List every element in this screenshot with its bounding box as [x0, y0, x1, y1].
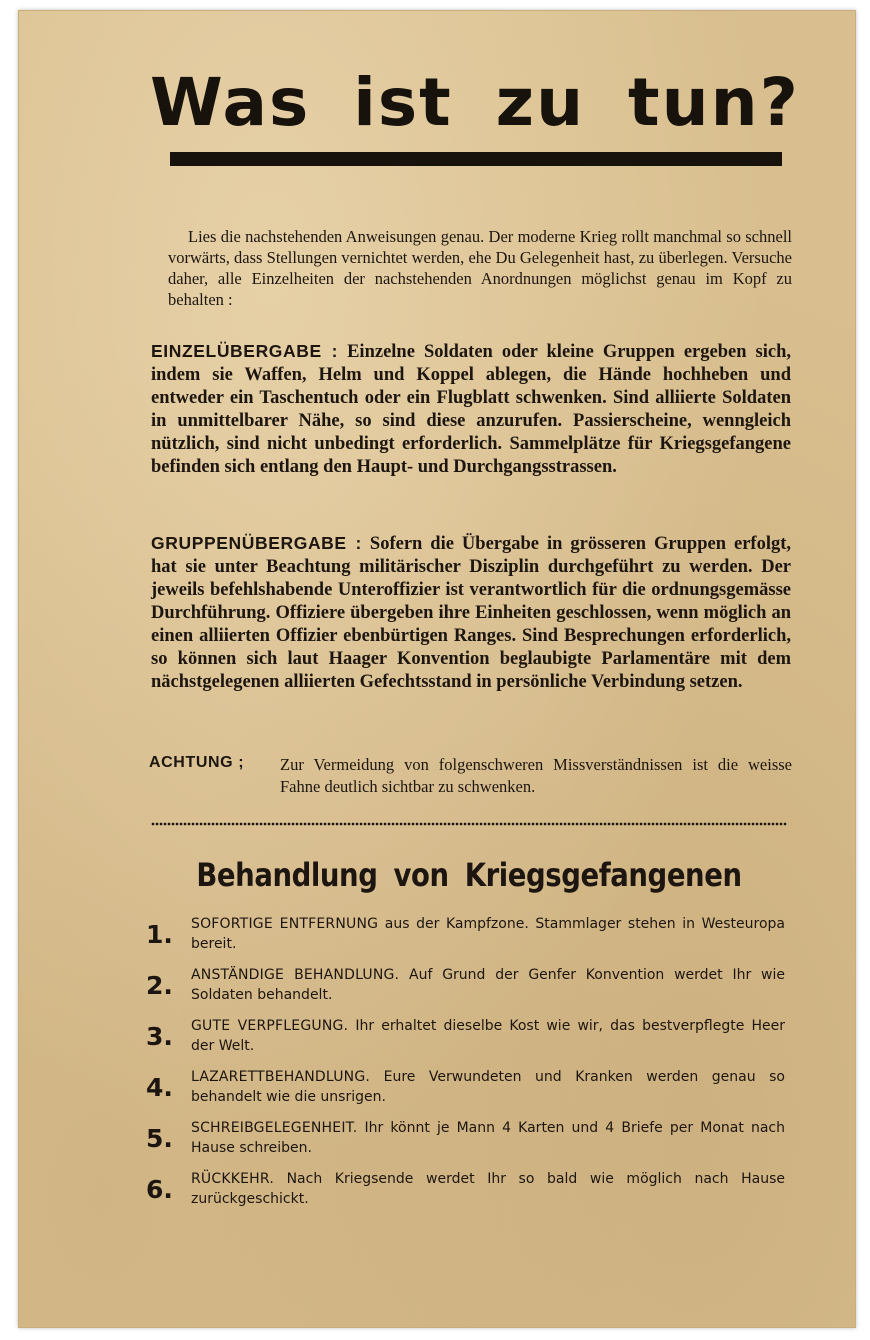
list-item-text	[191, 1169, 785, 1209]
list-item-lead: ANSTÄNDIGE BEHANDLUNG.	[191, 967, 400, 983]
list-item-body: Nach Kriegsende werdet Ihr so bald wie möglich nach Hause zurückgeschickt.	[191, 1171, 785, 1207]
achtung-text: Zur Vermeidung von folgenschweren Missverständnissen ist die weisse Fahne deutlich sichtbar zu schwenken.	[280, 755, 792, 796]
list-item-lead: RÜCKKEHR.	[191, 1171, 274, 1187]
list-item-number: 3.	[146, 1022, 173, 1051]
list-item	[146, 1169, 796, 1220]
list-item-lead: SOFORTIGE ENTFERNUNG	[191, 916, 379, 932]
gruppenuebergabe-paragraph	[151, 532, 791, 694]
list-item-body: Ihr erhaltet dieselbe Kost wie wir, das bestverpflegte Heer der Welt.	[191, 1018, 786, 1054]
gruppenuebergabe-heading: GRUPPENÜBERGABE :	[151, 533, 362, 553]
section-title: Behandlung von Kriegsgefangenen	[196, 856, 742, 894]
list-item-number: 1.	[146, 920, 173, 949]
list-item-text	[191, 1016, 785, 1056]
list-item-number: 5.	[146, 1124, 173, 1153]
page-title: Was ist zu tun?	[150, 64, 800, 141]
einzeluebergabe-paragraph	[151, 340, 791, 479]
list-item-number: 4.	[146, 1073, 173, 1102]
list-item	[146, 914, 796, 965]
list-item-lead: GUTE VERPFLEGUNG.	[191, 1018, 349, 1034]
list-item-text	[191, 965, 785, 1005]
list-item	[146, 1118, 796, 1169]
title-underline	[170, 152, 782, 166]
list-item-lead: SCHREIBGELEGENHEIT.	[191, 1120, 358, 1136]
list-item-body: Eure Verwundeten und Kranken werden genau so behandelt wie die unsrigen.	[191, 1069, 785, 1105]
list-item	[146, 965, 796, 1016]
treatment-list	[146, 914, 796, 1220]
achtung-heading: ACHTUNG ;	[149, 754, 245, 771]
gruppenuebergabe-text: Sofern die Übergabe in grösseren Gruppen erfolgt, hat sie unter Beachtung militärischer Disziplin durchgeführt zu werden. Der jeweils befehlshabende Unteroffizier ist verantwortlich für die ordnungsgemässe Durchführung. Offiziere übergeben ihre Einheiten geschlossen, wenn möglich an einen alliierten Offizier ebenbürtigen Ranges. Sind Besprechungen erforderlich, so können sich laut Haager Konvention beglaubigte Parlamentäre mit dem nächstgelegenen alliierten Gefechtsstand in persönliche Verbindung setzen.	[151, 534, 791, 692]
intro-paragraph: Lies die nachstehenden Anweisungen genau. Der moderne Krieg rollt manchmal so schnell vorwärts, dass Stellungen vernichtet werden, ehe Du Gelegenheit hast, zu überlegen. Versuche daher, alle Einzelheiten der nachstehenden Anordnungen möglichst genau im Kopf zu behalten :	[168, 227, 792, 309]
list-item-text	[191, 914, 785, 954]
leaflet-page	[18, 10, 856, 1328]
list-item-body: Ihr könnt je Mann 4 Karten und 4 Briefe per Monat nach Hause schreiben.	[191, 1120, 785, 1156]
dotted-divider	[151, 822, 787, 826]
list-item-number: 2.	[146, 971, 173, 1000]
einzeluebergabe-text: Einzelne Soldaten oder kleine Gruppen ergeben sich, indem sie Waffen, Helm und Koppel ablegen, die Hände hochheben und entweder ein Taschentuch oder ein Flugblatt schwenken. Sind alliierte Soldaten in unmittelbarer Nähe, so sind diese anzurufen. Passierscheine, wenngleich nützlich, sind nicht unbedingt erforderlich. Sammelplätze für Kriegsgefangene befinden sich entlang den Haupt- und Durchgangsstrassen.	[151, 342, 791, 477]
list-item-lead: LAZARETTBEHANDLUNG.	[191, 1069, 371, 1085]
list-item-number: 6.	[146, 1175, 173, 1204]
list-item-body: Auf Grund der Genfer Konvention werdet Ihr wie Soldaten behandelt.	[191, 967, 785, 1003]
list-item	[146, 1016, 796, 1067]
list-item-text	[191, 1118, 785, 1158]
list-item-body: aus der Kampfzone. Stammlager stehen in Westeuropa bereit.	[191, 916, 785, 952]
list-item-text	[191, 1067, 785, 1107]
list-item	[146, 1067, 796, 1118]
einzeluebergabe-heading: EINZELÜBERGABE :	[151, 341, 339, 361]
